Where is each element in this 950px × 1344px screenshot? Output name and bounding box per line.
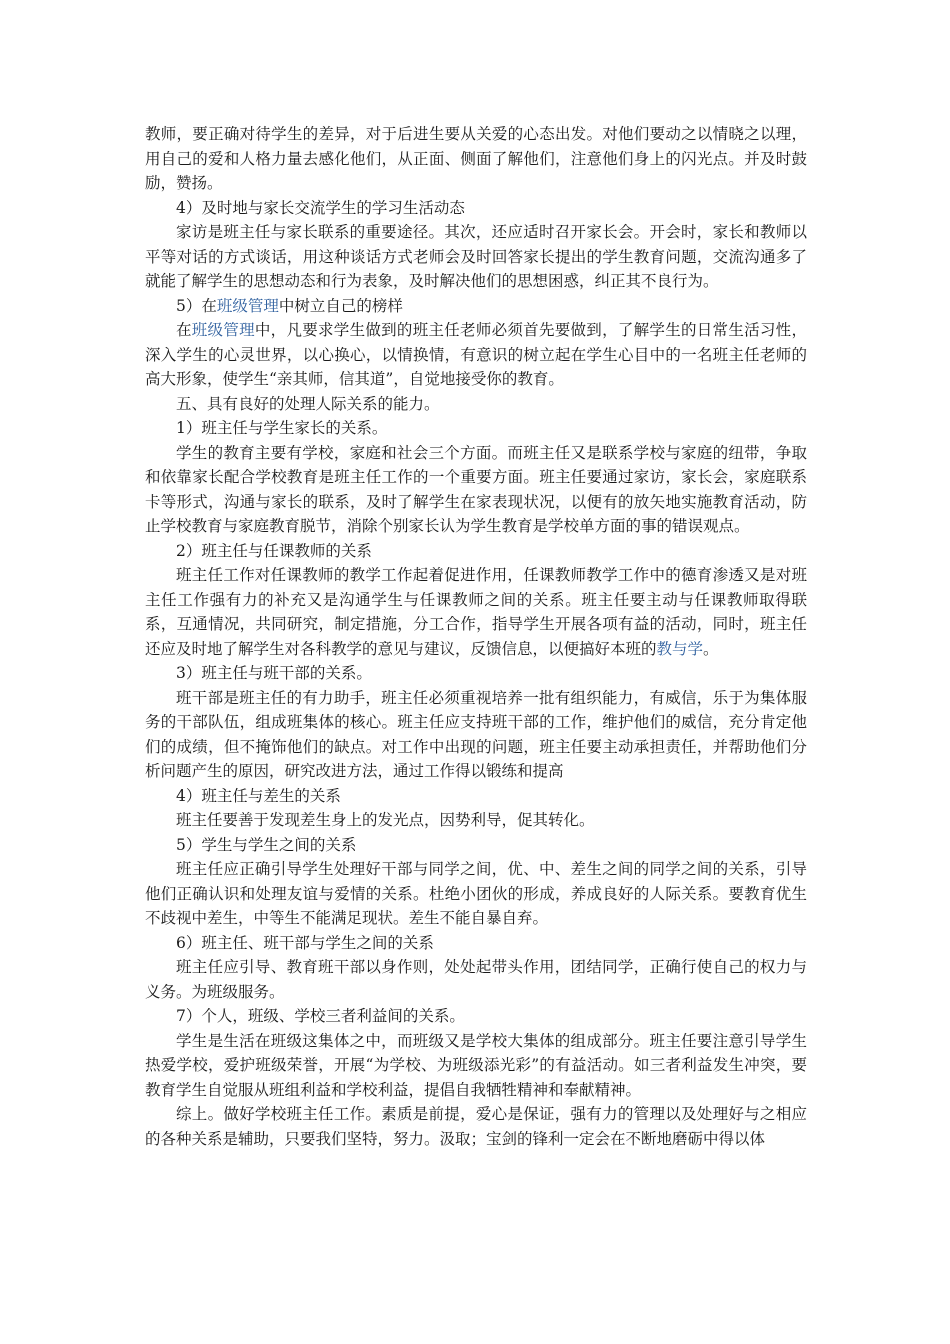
- paragraph: [145, 686, 807, 784]
- paragraph: [145, 955, 807, 1004]
- inline-link[interactable]: 教与学: [656, 639, 704, 658]
- paragraph-text: 5）在: [176, 296, 217, 315]
- paragraph-text: 。: [703, 639, 719, 658]
- paragraph-text: 在: [176, 321, 192, 339]
- paragraph: [145, 808, 807, 833]
- paragraph-text: 班主任要善于发现差生身上的发光点，因势利导，促其转化。: [176, 811, 595, 829]
- paragraph-text: 教师，要正确对待学生的差异，对于后进生要从关爱的心态出发。对他们要动之以情晓之以理，用自己的爱和人格力量去感化他们，从正面、侧面了解他们，注意他们身上的闪光点。并及时鼓励，赞扬。: [145, 125, 807, 192]
- paragraph-text: 班主任工作对任课教师的教学工作起着促进作用，任课教师教学工作中的德育渗透又是对班主任工作强有力的补充又是沟通学生与任课教师之间的关系。班主任要主动与任课教师取得联系，互通情况，共同研究，制定措施，分工合作，指导学生开展各项有益的活动，同时，班主任还应及时地了解学生对各科教学的意见与建议，反馈信息，以便搞好本班的: [145, 566, 807, 658]
- paragraph-text: 班干部是班主任的有力助手，班主任必须重视培养一批有组织能力，有威信，乐于为集体服务的干部队伍，组成班集体的核心。班主任应支持班干部的工作，维护他们的威信，充分肯定他们的成绩，但不掩饰他们的缺点。对工作中出现的问题，班主任要主动承担责任，并帮助他们分析问题产生的原因，研究改进方法，通过工作得以锻练和提高: [145, 688, 807, 780]
- paragraph: [145, 857, 807, 931]
- paragraph: [145, 563, 807, 661]
- paragraph-text: 家访是班主任与家长联系的重要途径。其次，还应适时召开家长会。开会时，家长和教师以平等对话的方式谈话，用这种谈话方式老师会及时回答家长提出的学生教育问题，交流沟通多了就能了解学生的思想动态和行为表象，及时解决他们的思想困惑，纠正其不良行为。: [145, 223, 807, 290]
- inline-link[interactable]: 班级管理: [191, 321, 255, 339]
- paragraph: [145, 294, 807, 319]
- paragraph-text: 中树立自己的榜样: [278, 296, 403, 315]
- paragraph-text: 学生的教育主要有学校，家庭和社会三个方面。而班主任又是联系学校与家庭的纽带，争取和依靠家长配合学校教育是班主任工作的一个重要方面。班主任要通过家访，家长会，家庭联系卡等形式，沟通与家长的联系，及时了解学生在家表现状况，以便有的放矢地实施教育活动，防止学校教育与家庭教育脱节，消除个别家长认为学生教育是学校单方面的事的错误观点。: [145, 443, 807, 535]
- paragraph-text: 7）个人，班级、学校三者利益间的关系。: [176, 1007, 465, 1025]
- inline-link[interactable]: 班级管理: [216, 296, 279, 315]
- paragraph: [145, 1004, 807, 1029]
- paragraph: [145, 833, 807, 858]
- paragraph-text: 五、具有良好的处理人际关系的能力。: [176, 394, 440, 413]
- paragraph: [145, 196, 807, 221]
- paragraph-text: 班主任应正确引导学生处理好干部与同学之间，优、中、差生之间的同学之间的关系，引导他们正确认识和处理友谊与爱情的关系。杜绝小团伙的形成，养成良好的人际关系。要教育优生不歧视中差生，中等生不能满足现状。差生不能自暴自弃。: [145, 860, 807, 927]
- paragraph-text: 5）学生与学生之间的关系: [176, 835, 357, 854]
- paragraph-text: 4）及时地与家长交流学生的学习生活动态: [176, 198, 465, 217]
- paragraph-text: 6）班主任、班干部与学生之间的关系: [176, 933, 434, 952]
- paragraph: [145, 416, 807, 441]
- paragraph-text: 4）班主任与差生的关系: [176, 786, 341, 805]
- paragraph: [145, 441, 807, 539]
- paragraph: [145, 1029, 807, 1103]
- paragraph-text: 1）班主任与学生家长的关系。: [176, 419, 388, 437]
- paragraph-text: 班主任应引导、教育班干部以身作则，处处起带头作用，团结同学，正确行使自己的权力与义务。为班级服务。: [145, 958, 807, 1001]
- paragraph: [145, 1102, 807, 1151]
- paragraph-text: 中，凡要求学生做到的班主任老师必须首先要做到，了解学生的日常生活习性，深入学生的心灵世界，以心换心，以情换情，有意识的树立起在学生心目中的一名班主任老师的高大形象，使学生“亲其师，信其道”，自觉地接受你的教育。: [145, 321, 807, 388]
- paragraph: [145, 931, 807, 956]
- paragraph: [145, 122, 807, 196]
- paragraph: [145, 784, 807, 809]
- paragraph: [145, 392, 807, 417]
- document-body: [145, 122, 807, 1151]
- paragraph: [145, 661, 807, 686]
- paragraph: [145, 318, 807, 392]
- paragraph: [145, 539, 807, 564]
- paragraph-text: 学生是生活在班级这集体之中，而班级又是学校大集体的组成部分。班主任要注意引导学生热爱学校，爱护班级荣誉，开展“为学校、为班级添光彩”的有益活动。如三者利益发生冲突，要教育学生自觉服从班组利益和学校利益，提倡自我牺牲精神和奉献精神。: [145, 1031, 807, 1099]
- paragraph-text: 2）班主任与任课教师的关系: [176, 541, 372, 560]
- paragraph-text: 3）班主任与班干部的关系。: [176, 664, 372, 682]
- paragraph: [145, 220, 807, 294]
- paragraph-text: 综上。做好学校班主任工作。素质是前提，爱心是保证，强有力的管理以及处理好与之相应的各种关系是辅助，只要我们坚特，努力。汲取；宝剑的锋利一定会在不断地磨砺中得以体: [145, 1105, 807, 1148]
